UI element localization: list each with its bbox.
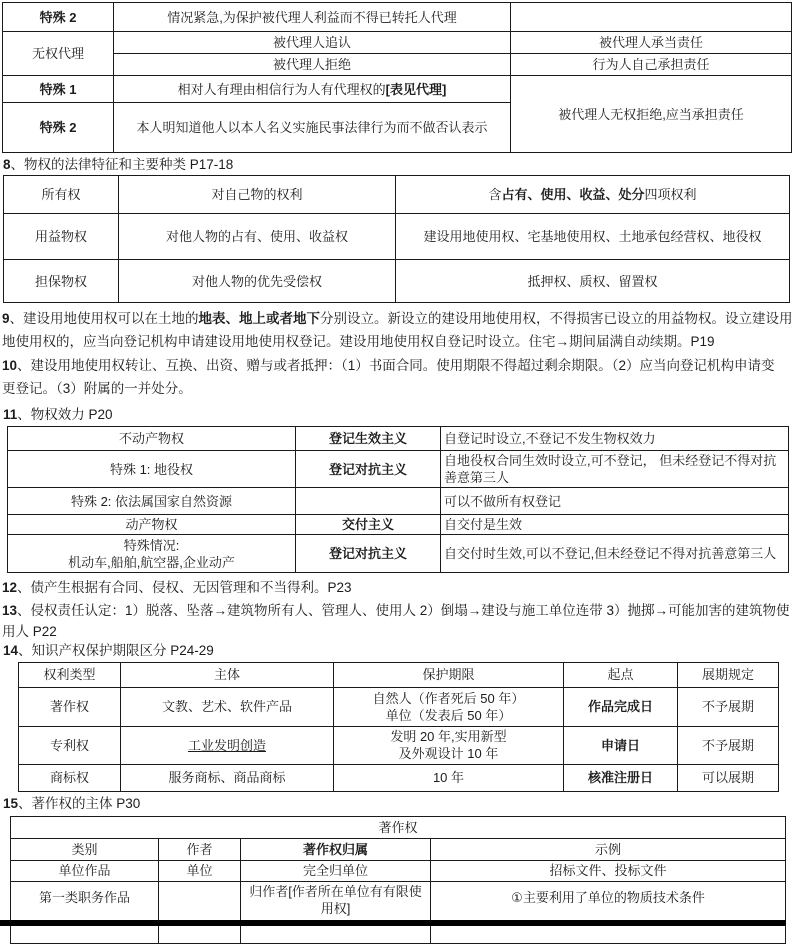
text-segment: 不动产物权 (118, 431, 184, 446)
text-segment: 地使用权的，应当向登记机构申请建设用地使用权登记。建设用地使用权自登记时设立。住宅→期间届满自动续期。P19 (2, 333, 715, 349)
table-row (8, 488, 789, 515)
table-row (19, 726, 779, 764)
ip-protection-period-table (18, 662, 779, 792)
table-row (3, 54, 792, 76)
text-segment: 特殊情况: (123, 537, 180, 553)
table-cell (296, 451, 441, 488)
text-segment: 自地役权合同生效时设立,可不登记， 但未经登记不得对抗善意第三人 (444, 453, 777, 485)
para-line (2, 355, 795, 378)
table-cell (159, 881, 241, 943)
table-cell (114, 103, 511, 153)
text-segment: 单位（发表后 50 年） (385, 707, 512, 723)
table-cell (121, 662, 334, 687)
text-segment: 动产物权 (125, 517, 178, 532)
agency-continuation-table (2, 2, 792, 153)
text-segment: 10 (2, 358, 18, 373)
property-rights-kinds-table (3, 175, 790, 303)
text-segment: 、著作权的主体 P30 (18, 795, 141, 811)
table-cell (296, 488, 441, 515)
table-row (11, 838, 786, 860)
text-segment: 著作权归属 (302, 841, 368, 857)
table-cell (431, 838, 786, 860)
section-8-heading (0, 156, 795, 173)
text-segment: 单位 (186, 863, 213, 878)
table-cell (431, 881, 786, 943)
table-row (19, 662, 779, 687)
table-row (8, 515, 789, 535)
table-cell (8, 451, 296, 488)
text-segment: 14 (3, 642, 19, 658)
table-cell (678, 687, 779, 726)
table-cell (8, 488, 296, 515)
text-segment: 第一类职务作品 (38, 889, 130, 905)
text-segment: 特殊 1 (39, 81, 77, 97)
table-cell (678, 726, 779, 764)
text-segment: 分别设立。新设立的建设用地使用权，不得损害已设立的用益物权。设立建设用 (320, 311, 793, 326)
text-segment: 对他人物的优先受偿权 (191, 273, 322, 289)
table-cell (334, 687, 564, 726)
text-segment: 作品完成日 (587, 699, 653, 714)
text-segment: 、债产生根据有合同、侵权、无因管理和不当得利。P23 (17, 580, 352, 595)
table-cell (511, 32, 792, 54)
section-12-para (0, 577, 795, 600)
table-cell (114, 76, 511, 103)
text-segment: 权利类型 (43, 667, 96, 682)
text-segment: 、侵权责任认定：1）脱落、坠落→建筑物所有人、管理人、使用人 2）倒塌→建设与施工单位连带 3）抛掷→可能加害的建筑物使 (17, 602, 790, 618)
text-segment: 被代理人承当责任 (598, 35, 703, 50)
table-cell (114, 3, 511, 32)
table-cell (3, 103, 114, 153)
text-segment: 登记对抗主义 (328, 461, 407, 477)
table-row (4, 260, 790, 303)
text-segment: 、物权的法律特征和主要种类 P17-18 (10, 157, 234, 172)
table-row (8, 451, 789, 488)
table-cell (11, 881, 159, 943)
text-segment: 自交付时生效,可以不登记,但未经登记不得对抗善意第三人 (444, 546, 777, 561)
text-segment: 作者 (186, 841, 213, 857)
table-cell (441, 488, 789, 515)
para-line (2, 600, 795, 621)
text-segment: 归作者[作者所在单位有有限使用权] (249, 883, 422, 916)
table-cell (334, 662, 564, 687)
section-9-para (0, 308, 795, 353)
text-segment: 对他人物的占有、使用、收益权 (165, 229, 348, 244)
table-cell (4, 214, 119, 260)
text-segment: ①主要利用了单位的物质技术条件 (511, 889, 705, 905)
table-cell (114, 32, 511, 54)
table-cell (564, 764, 678, 791)
table-cell (11, 838, 159, 860)
table-cell (159, 860, 241, 881)
text-segment: 登记生效主义 (328, 431, 407, 446)
text-segment: 特殊 2 (39, 120, 77, 135)
text-segment: 招标文件、投标文件 (549, 863, 667, 878)
text-segment: 所有权 (41, 187, 81, 202)
table-cell (678, 662, 779, 687)
text-segment: 抵押权、质权、留置权 (527, 273, 658, 289)
table-cell (11, 816, 786, 838)
table-cell (396, 214, 790, 260)
table-cell (511, 76, 792, 153)
table-row (3, 3, 792, 32)
table-cell (564, 662, 678, 687)
text-segment: 对自己物的权利 (211, 187, 303, 202)
para-line (2, 308, 795, 331)
document-page (0, 2, 795, 926)
text-segment: 发明 20 年,实用新型 (390, 729, 507, 744)
table-cell (11, 860, 159, 881)
table-cell (334, 726, 564, 764)
text-segment: 无权代理 (31, 46, 84, 61)
table-cell (119, 214, 396, 260)
text-segment: 可以不做所有权登记 (444, 493, 562, 509)
text-segment: [表见代理] (385, 81, 447, 97)
table-cell (564, 687, 678, 726)
text-segment: 自交付是生效 (444, 517, 523, 532)
table-row (8, 535, 789, 573)
text-segment: 及外观设计 10 年 (398, 746, 499, 761)
table-cell (4, 176, 119, 214)
table-cell (241, 860, 431, 881)
text-segment: 交付主义 (341, 517, 394, 532)
text-segment: 展期规定 (701, 667, 754, 682)
text-segment: 四项权利 (644, 187, 697, 202)
table-cell (296, 427, 441, 451)
text-segment: 含 (488, 187, 502, 202)
text-segment: 著作权 (378, 819, 418, 835)
table-cell (19, 662, 121, 687)
table-cell (396, 260, 790, 303)
text-segment: 建设用地使用权、宅基地使用权、土地承包经营权、地役权 (423, 229, 762, 244)
text-segment: 、建设用地使用权转让、互换、出资、赠与或者抵押：（1）书面合同。使用期限不得超过剩余期限。（2）应当向登记机构申请变 (17, 358, 775, 373)
table-cell (678, 764, 779, 791)
text-segment: 登记对抗主义 (328, 546, 407, 561)
text-segment: 自然人（作者死后 50 年） (372, 690, 525, 706)
table-cell (121, 726, 334, 764)
table-cell (334, 764, 564, 791)
text-segment: 可以展期 (701, 770, 754, 785)
text-segment: 申请日 (600, 737, 640, 753)
table-cell (564, 726, 678, 764)
table-cell (441, 515, 789, 535)
table-cell (19, 726, 121, 764)
text-segment: 、物权效力 P20 (17, 407, 113, 422)
table-row (11, 816, 786, 838)
text-segment: 、建设用地使用权可以在土地的 (9, 311, 199, 326)
document-body (0, 2, 795, 944)
text-segment: 13 (2, 602, 18, 618)
table-cell (8, 535, 296, 573)
table-row (11, 860, 786, 881)
text-segment: 用人 P22 (2, 623, 57, 639)
para-line (2, 621, 795, 642)
para-line (2, 577, 795, 600)
text-segment: 特殊 2: 依法属国家自然资源 (70, 493, 233, 509)
text-segment: 工业发明创造 (187, 737, 266, 753)
table-cell (296, 515, 441, 535)
text-segment: 地表、地上或者地下 (198, 311, 321, 326)
text-segment: 行为人自己承担责任 (592, 57, 710, 72)
text-segment: 9 (2, 311, 10, 326)
text-segment: 类别 (71, 841, 98, 857)
text-segment: 服务商标、商品商标 (168, 770, 286, 785)
text-segment: 15 (3, 795, 19, 811)
table-cell (119, 260, 396, 303)
text-segment: 核准注册日 (587, 770, 653, 785)
text-segment: 著作权 (49, 699, 89, 714)
table-cell (121, 687, 334, 726)
table-row (3, 32, 792, 54)
section-14-heading (0, 642, 795, 659)
table-cell (19, 764, 121, 791)
table-cell (441, 535, 789, 573)
table-row (4, 214, 790, 260)
table-cell (296, 535, 441, 573)
table-cell (3, 3, 114, 32)
text-segment: 被代理人追认 (272, 35, 351, 50)
table-cell (114, 54, 511, 76)
table-cell (511, 54, 792, 76)
text-segment: 机动车,船舶,航空器,企业动产 (68, 554, 235, 570)
text-segment: 特殊 1: 地役权 (109, 461, 194, 477)
text-segment: 被代理人拒绝 (272, 57, 351, 72)
text-segment: 用益物权 (34, 229, 87, 244)
table-cell (159, 838, 241, 860)
table-cell (431, 860, 786, 881)
para-line (2, 331, 795, 354)
table-cell (396, 176, 790, 214)
text-segment: 商标权 (49, 770, 89, 785)
table-cell (241, 838, 431, 860)
text-segment: 单位作品 (58, 863, 111, 878)
table-row (4, 176, 790, 214)
table-row (19, 764, 779, 791)
text-segment: 保护期限 (422, 667, 475, 682)
section-15-heading (0, 795, 795, 812)
section-13-para (0, 600, 795, 642)
text-segment: 示例 (595, 841, 622, 857)
text-segment: 主体 (213, 667, 240, 682)
table-row (11, 881, 786, 943)
table-cell (8, 427, 296, 451)
table-row (8, 427, 789, 451)
table-cell (441, 451, 789, 488)
text-segment: 起点 (607, 667, 634, 682)
text-segment: 自登记时设立,不登记不发生物权效力 (444, 431, 656, 446)
text-segment: 12 (2, 580, 18, 595)
text-segment: 文教、艺术、软件产品 (161, 699, 292, 714)
text-segment: 更登记。（3）附属的一并处分。 (2, 380, 192, 396)
table-cell (121, 764, 334, 791)
text-segment: 本人明知道他人以本人名义实施民事法律行为而不做否认表示 (136, 120, 488, 135)
text-segment: 占有、使用、收益、处分 (501, 187, 645, 202)
table-cell (241, 881, 431, 943)
text-segment: 11 (3, 407, 18, 422)
text-segment: 情况紧急,为保护被代理人利益而不得已转托人代理 (167, 9, 457, 25)
table-cell (3, 76, 114, 103)
text-segment: 不予展期 (701, 699, 754, 714)
section-11-heading (0, 406, 795, 423)
text-segment: 、知识产权保护期限区分 P24-29 (18, 642, 214, 658)
bottom-black-bar (0, 920, 786, 926)
text-segment: 不予展期 (701, 737, 754, 753)
table-cell (3, 32, 114, 76)
table-cell (4, 260, 119, 303)
text-segment: 8 (3, 157, 11, 172)
text-segment: 完全归单位 (302, 863, 368, 878)
text-segment: 相对人有理由相信行为人有代理权的 (177, 81, 386, 97)
table-cell (441, 427, 789, 451)
table-cell (511, 3, 792, 32)
text-segment: 被代理人无权拒绝,应当承担责任 (558, 106, 744, 122)
table-row (19, 687, 779, 726)
table-row (3, 76, 792, 103)
text-segment: 担保物权 (34, 273, 87, 289)
section-10-para (0, 355, 795, 400)
para-line (2, 378, 795, 401)
text-segment: 特殊 2 (39, 9, 77, 25)
property-effect-table (7, 426, 789, 573)
table-cell (8, 515, 296, 535)
table-cell (119, 176, 396, 214)
text-segment: 10 年 (432, 770, 465, 785)
text-segment: 专利权 (49, 737, 89, 753)
table-cell (19, 687, 121, 726)
